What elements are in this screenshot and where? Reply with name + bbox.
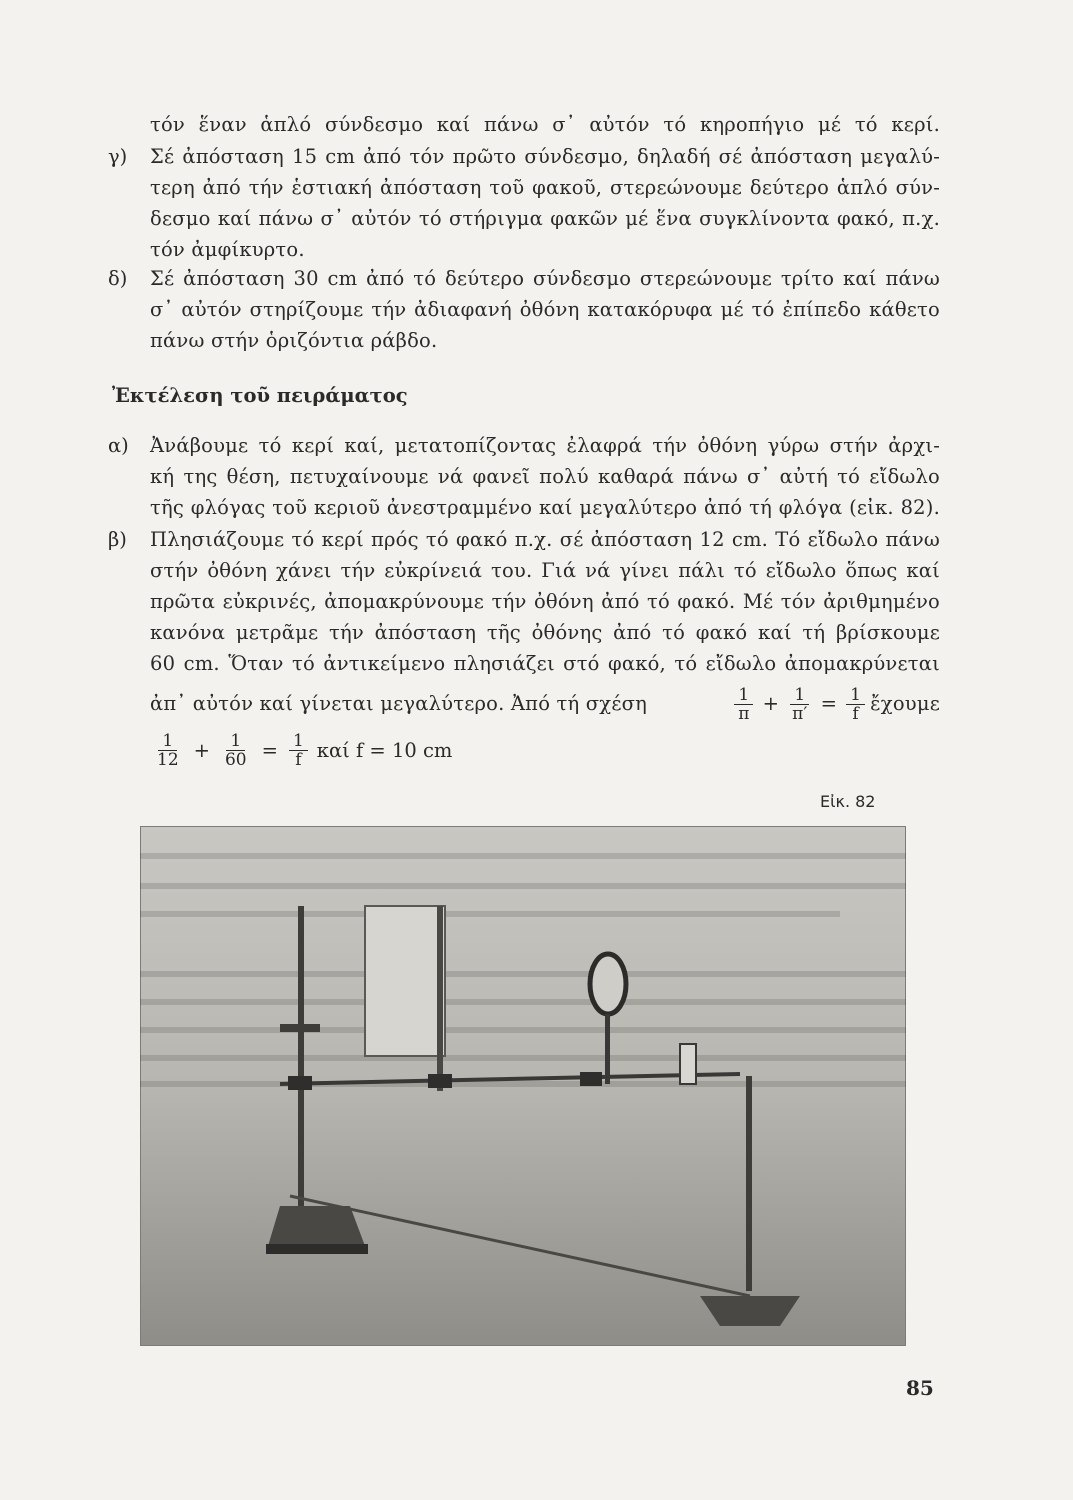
formula-result: καί f = 10 cm [316,739,453,762]
formula-line [150,682,940,726]
lens-formula: $\frac{1}{\pi}$ + $\frac{1}{\pi'}$ = $\frac{1}{f}$ ἔχουμε [731,686,940,723]
screen-rod [437,906,443,1091]
text-line: Πλησιάζουμε τό κερί πρός τό φακό π.χ. σέ ἀπόσταση 12 cm. Τό εἴδωλο πάνω [150,528,940,551]
right-stand-rod [746,1076,752,1291]
text-line: πρῶτα εὐκρινές, ἀπομακρύνουμε τήν ὀθόνη ἀπό τό φακό. Μέ τόν ἀριθμημένο [150,590,940,613]
section-heading: Ἐκτέλεση τοῦ πειράματος [112,384,408,407]
text-line: Σέ ἀπόσταση 30 cm ἀπό τό δεύτερο σύνδεσμο στερεώνουμε τρίτο καί πάνω [150,267,940,290]
list-marker-a: α) [108,434,129,457]
fraction: $\frac{1}{\pi'}$ [792,684,808,724]
left-stand-base [268,1206,365,1246]
text-line: 60 cm. Ὅταν τό ἀντικείμενο πλησιάζει στό φακό, τό εἴδωλο ἀπομακρύνεται [150,652,940,675]
page-number: 85 [906,1376,934,1400]
text-line: πάνω στήν ὁριζόντια ράβδο. [150,329,438,352]
list-marker-b: β) [108,528,127,551]
left-stand-rod [298,906,304,1206]
fraction: $\frac{1}{12}$ [157,731,179,770]
list-marker-d: δ) [108,267,128,290]
text-line: κή της θέση, πετυχαίνουμε νά φανεῖ πολύ καθαρά πάνω σ᾽ αὐτή τό εἴδωλο [150,465,940,488]
text-line: δεσμο καί πάνω σ᾽ αὐτόν τό στήριγμα φακῶν μέ ἕνα συγκλίνοντα φακό, π.χ. [150,207,940,230]
text-line: τόν ἕναν ἁπλό σύνδεσμο καί πάνω σ᾽ αὐτόν τό κηροπήγιο μέ τό κερί. [150,113,940,136]
fraction: $\frac{1}{f}$ [289,732,308,769]
figure-caption: Εἰκ. 82 [820,792,876,811]
fraction: $\frac{1}{60}$ [224,731,247,770]
text-line: τόν ἀμφίκυρτο. [150,238,305,261]
text-line: κανόνα μετρᾶμε τήν ἀπόσταση τῆς ὀθόνης ἀπό τό φακό καί τή βρίσκουμε [150,621,940,644]
convex-lens [590,954,626,1014]
text-fragment: ἀπ᾽ αὐτόν καί γίνεται μεγαλύτερο. Ἀπό τή σχέση [150,692,648,715]
text-line: σ᾽ αὐτόν στηρίζουμε τήν ἀδιαφανή ὀθόνη κατακόρυφα μέ τό ἐπίπεδο κάθετο [150,298,940,321]
text-line: Σέ ἀπόσταση 15 cm ἀπό τόν πρῶτο σύνδεσμο, δηλαδή σέ ἀπόσταση μεγαλύ- [150,145,940,168]
text-line: τῆς φλόγας τοῦ κεριοῦ ἀνεστραμμένο καί μεγαλύτερο ἀπό τή φλόγα (εἰκ. 82). [150,496,940,519]
fraction: $\frac{1}{f}$ [846,686,865,723]
text-line: Ἀνάβουμε τό κερί καί, μετατοπίζοντας ἐλαφρά τήν ὀθόνη γύρω στήν ἀρχι- [150,434,940,457]
screen [365,906,445,1056]
experiment-photo [140,826,906,1346]
list-marker-g: γ) [108,145,128,168]
candle [680,1044,696,1084]
computed-formula: $\frac{1}{12}$ + $\frac{1}{60}$ = $\frac{1}{f}$ καί f = 10 cm [150,732,452,769]
text-line: τερη ἀπό τήν ἑστιακή ἀπόσταση τοῦ φακοῦ, στερεώνουμε δεύτερο ἁπλό σύν- [150,176,940,199]
text-fragment: ἔχουμε [870,692,940,715]
text-line: στήν ὀθόνη χάνει τήν εὐκρίνειά του. Γιά νά γίνει πάλι τό εἴδωλο ὅπως καί [150,559,940,582]
fraction: $\frac{1}{\pi}$ [734,686,753,723]
